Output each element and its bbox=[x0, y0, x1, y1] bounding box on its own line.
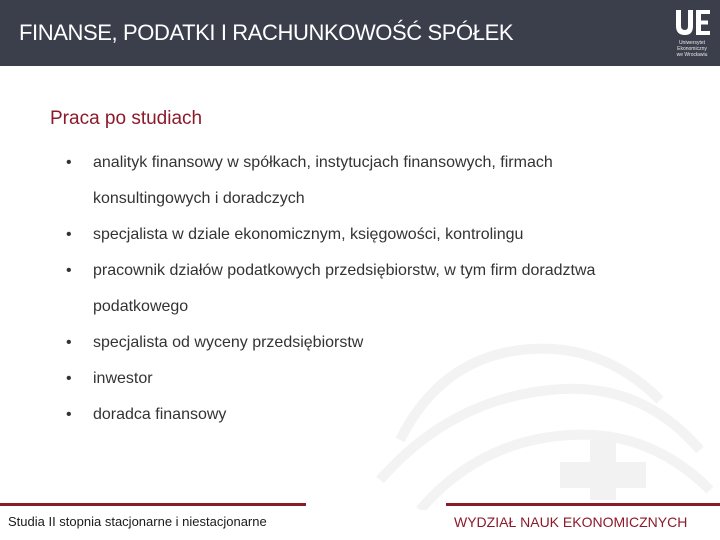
list-item-text: specjalista w dziale ekonomicznym, księgowości, kontrolingu bbox=[93, 226, 524, 243]
bullet-icon: • bbox=[66, 262, 72, 279]
footer-left-divider bbox=[0, 503, 306, 506]
footer-faculty-name: WYDZIAŁ NAUK EKONOMICZNYCH bbox=[454, 514, 688, 530]
list-item bbox=[66, 325, 666, 361]
list-item bbox=[66, 397, 666, 433]
section-subtitle: Praca po studiach bbox=[50, 108, 203, 129]
bullet-icon: • bbox=[66, 154, 72, 171]
footer-right-divider bbox=[446, 503, 720, 506]
bullet-icon: • bbox=[66, 370, 72, 387]
bullet-icon: • bbox=[66, 226, 72, 243]
list-item-text: pracownik działów podatkowych przedsiębiorstw, w tym firm doradztwa podatkowego bbox=[93, 262, 596, 315]
list-item bbox=[66, 253, 666, 325]
list-item-text: specjalista od wyceny przedsiębiorstw bbox=[93, 334, 364, 351]
list-item bbox=[66, 361, 666, 397]
ue-logo-icon bbox=[672, 8, 712, 38]
bullet-icon: • bbox=[66, 334, 72, 351]
logo-text-line-3: we Wrocławiu bbox=[676, 52, 708, 58]
logo-text-line-1: Uniwersytet bbox=[678, 40, 706, 46]
bullet-list bbox=[66, 145, 666, 433]
list-item-text: inwestor bbox=[93, 370, 153, 387]
university-logo bbox=[672, 8, 712, 60]
list-item bbox=[66, 217, 666, 253]
bullet-icon: • bbox=[66, 406, 72, 423]
footer-study-mode: Studia II stopnia stacjonarne i niestacjonarne bbox=[8, 514, 267, 529]
list-item-text: analityk finansowy w spółkach, instytucjach finansowych, firmach konsultingowych i doradczych bbox=[93, 154, 553, 207]
page-title: FINANSE, PODATKI I RACHUNKOWOŚĆ SPÓŁEK bbox=[19, 20, 514, 45]
header-bar bbox=[0, 0, 720, 66]
list-item-text: doradca finansowy bbox=[93, 406, 227, 423]
list-item bbox=[66, 145, 666, 217]
logo-text-line-2: Ekonomiczny bbox=[677, 46, 707, 52]
